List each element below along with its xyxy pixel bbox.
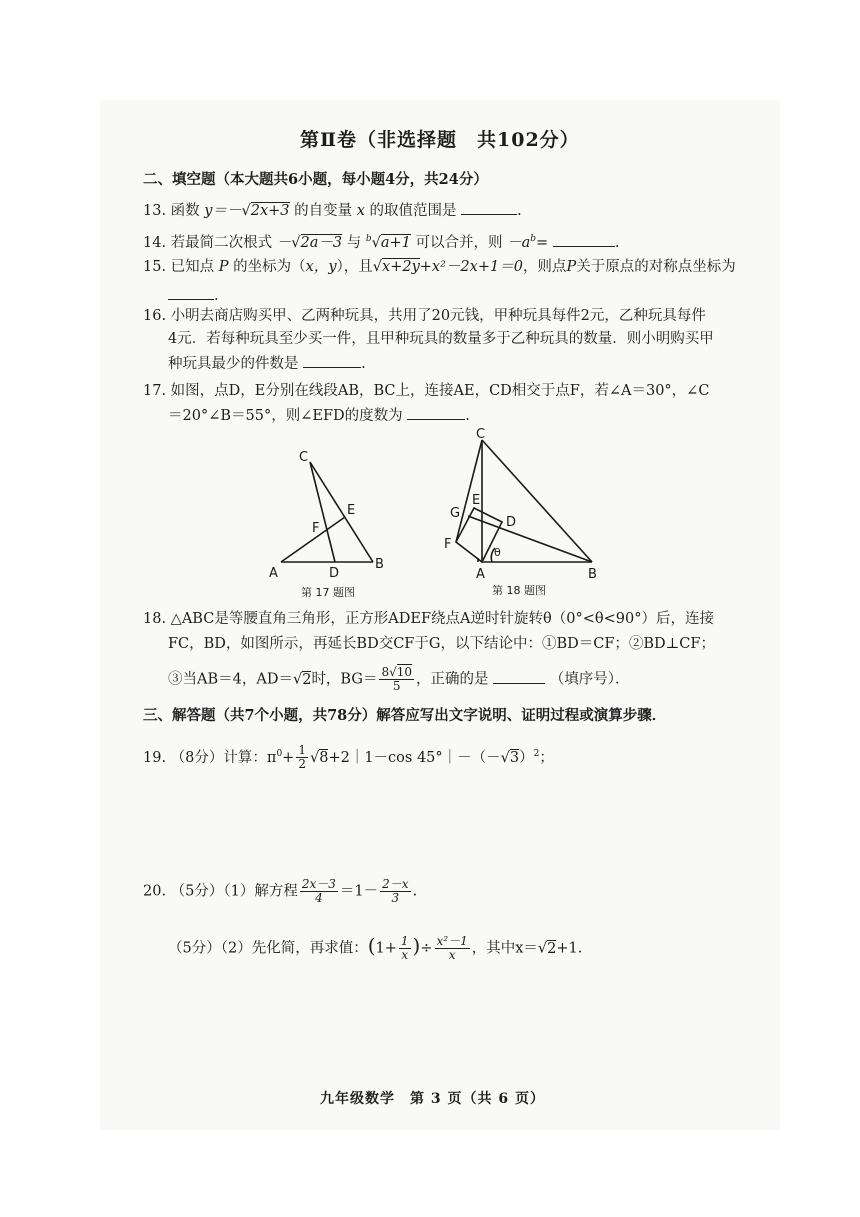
q15-point: P bbox=[218, 259, 229, 275]
q15-text-c: ），且 bbox=[336, 259, 373, 275]
label-g: G bbox=[450, 506, 461, 521]
question-18-line-1 bbox=[143, 609, 714, 629]
q18-text-3b: 时，BG＝ bbox=[311, 671, 378, 688]
answer-blank[interactable] bbox=[493, 669, 545, 684]
question-number: 15. bbox=[143, 259, 167, 275]
label-a: A bbox=[476, 567, 485, 582]
question-13: 13. 函数 y＝－√2x+3 的自变量 x 的取值范围是 . bbox=[143, 200, 522, 221]
question-number: 16. bbox=[143, 308, 167, 324]
segment-cf bbox=[456, 440, 482, 542]
answer-blank[interactable] bbox=[407, 405, 465, 420]
q17-text-2: ＝20°∠B＝55°，则∠EFD的度数为 bbox=[168, 408, 403, 424]
label-theta: θ bbox=[494, 546, 501, 559]
question-14: 14. 若最简二次根式 －√2a－3 与 $^b$√a+1 可以合并，则 $-a^b=$ . bbox=[143, 229, 619, 253]
question-18-line-3 bbox=[168, 666, 630, 693]
q18-sqrt2: √2 bbox=[292, 671, 312, 688]
answer-blank[interactable] bbox=[303, 353, 361, 368]
label-f: F bbox=[312, 521, 320, 536]
q14-radical-2: $^b$√a+1 bbox=[365, 234, 411, 251]
q15-coords: x，y bbox=[305, 259, 337, 275]
section-fill-blank-heading: 二、填空题（本大题共6小题，每小题4分，共24分） bbox=[143, 171, 488, 188]
question-18-line-2: FC，BD，如图所示，再延长BD交CF于G，以下结论中：①BD＝CF；②BD⊥CF； bbox=[168, 636, 715, 652]
question-16-line-1 bbox=[143, 306, 706, 326]
q16-text-1: 小明去商店购买甲、乙两种玩具，共用了20元钱，甲种玩具每件2元，乙种玩具每件 bbox=[170, 308, 706, 324]
q20-fraction-4: $\frac{\text{x²－1}}{x}$ bbox=[436, 934, 468, 962]
answer-blank[interactable] bbox=[168, 285, 214, 300]
question-number: 13. bbox=[143, 203, 167, 219]
question-20-part-1: 20. （5分）（1）解方程 $\frac{2x-3}{4}$ ＝1－ $\frac{2-x}{3}$ . bbox=[143, 877, 418, 905]
question-15 bbox=[143, 257, 736, 277]
q20-fraction-2: $\frac{2-x}{3}$ bbox=[382, 877, 409, 905]
q14-text-b: 与 bbox=[346, 234, 362, 251]
q18-text-3a: ③当AB＝4，AD＝ bbox=[168, 671, 293, 688]
q14-expr: $-a^b$ bbox=[507, 234, 537, 251]
answer-blank[interactable] bbox=[461, 200, 517, 215]
q17-text-1: 如图，点D，E分别在线段AB，BC上，连接AE，CD相交于点F，若∠A＝30°，∠C bbox=[170, 383, 710, 399]
label-d: D bbox=[329, 566, 340, 581]
q13-text-a: 函数 bbox=[170, 203, 200, 219]
section-solutions-heading: 三、解答题（共7个小题，共78分）解答应写出文字说明、证明过程或演算步骤． bbox=[143, 707, 667, 724]
q19-fraction: $\frac{1}{2}$ bbox=[298, 743, 306, 772]
q20-text-p2-tail: +1. bbox=[556, 940, 583, 957]
question-16-line-3: 种玩具最少的件数是 . bbox=[168, 353, 366, 374]
q13-var: x bbox=[356, 203, 365, 219]
q20-text-p1: （5分）（1）解方程 bbox=[170, 883, 298, 900]
question-20-part-2: （5分）（2）先化简，再求值：(1+ $\frac{1}{x}$ )÷ $\frac{\text{x²－1}}{x}$ ，其中x＝√2+1. bbox=[168, 933, 583, 962]
q20-text-p2-end: ，其中x＝ bbox=[471, 940, 538, 957]
q19-sqrt3: √3 bbox=[500, 749, 520, 766]
q20-paren-expr: ( bbox=[367, 933, 376, 958]
q15-point-2: P bbox=[566, 259, 577, 275]
segment-bg bbox=[468, 516, 592, 562]
q18-text-3c: ，正确的是 bbox=[416, 671, 489, 688]
question-17-line-1 bbox=[143, 381, 709, 401]
q19-sqrt8: √8 bbox=[309, 749, 329, 766]
question-number: 20. bbox=[143, 883, 167, 900]
label-e: E bbox=[347, 503, 356, 518]
q19-pi: $\pi^0+$ bbox=[266, 749, 295, 766]
q18-text-1: △ABC是等腰直角三角形，正方形ADEF绕点A逆时针旋转θ（0°<θ<90°）后，连接 bbox=[170, 611, 714, 627]
q15-text-e: 关于原点的对称点坐标为 bbox=[576, 259, 736, 275]
q14-text-c: 可以合并，则 bbox=[415, 234, 503, 251]
q13-text-c: 的取值范围是 bbox=[369, 203, 457, 219]
question-number: 18. bbox=[143, 611, 167, 627]
q16-text-3: 种玩具最少的件数是 bbox=[168, 356, 299, 372]
q20-fraction-3: $\frac{1}{x}$ bbox=[400, 934, 409, 962]
q19-text-c: ） bbox=[519, 749, 534, 766]
question-number: 19. bbox=[143, 749, 167, 766]
q19-text-b: +2｜1－cos 45°｜－（－ bbox=[328, 749, 501, 766]
answer-blank[interactable] bbox=[553, 232, 615, 247]
figure-18-caption: 第 18 题图 bbox=[492, 584, 546, 597]
q18-fraction: $\frac{8√10}{5}$ bbox=[381, 665, 413, 693]
q14-text-d: = bbox=[536, 234, 549, 251]
q20-text-p2-mid: ÷ bbox=[420, 940, 433, 957]
label-c: C bbox=[476, 427, 486, 442]
label-d: D bbox=[506, 515, 517, 530]
page-footer: 九年级数学 第 3 页（共 6 页） bbox=[320, 1091, 545, 1107]
q20-text-p2: （5分）（2）先化简，再求值： bbox=[168, 940, 368, 957]
q13-text-b: 的自变量 bbox=[294, 203, 353, 219]
segment-cb bbox=[482, 440, 592, 562]
q18-text-3d: （填序号）． bbox=[549, 671, 630, 688]
q20-sqrt2: √2 bbox=[537, 940, 557, 957]
q14-text-a: 若最简二次根式 bbox=[170, 234, 273, 251]
question-19: 19. （8分）计算：$\pi^0+$ $\frac{1}{2}$ √8+2｜1－cos $45^\circ|-(-√3)^2$； bbox=[143, 743, 554, 772]
label-b: B bbox=[375, 557, 384, 572]
q20-fraction-1: $\frac{2x-3}{4}$ bbox=[301, 877, 336, 905]
figure-17 bbox=[265, 440, 395, 600]
figure-17-caption: 第 17 题图 bbox=[301, 586, 355, 599]
label-b: B bbox=[588, 567, 597, 582]
q19-text-a: （8分）计算： bbox=[170, 749, 267, 766]
q13-formula: y＝－√2x+3 bbox=[204, 203, 290, 219]
figure-18 bbox=[440, 422, 610, 602]
question-number: 14. bbox=[143, 234, 167, 251]
q20-text-p1-mid: ＝1－ bbox=[339, 883, 379, 900]
q15-equation: √x+2y+x²－2x+1＝0 bbox=[372, 259, 523, 275]
question-16-line-2: 4元．若每种玩具至少买一件，且甲种玩具的数量多于乙种玩具的数量．则小明购买甲 bbox=[168, 331, 714, 347]
segment-cb bbox=[310, 462, 373, 562]
label-f: F bbox=[444, 537, 452, 552]
label-e: E bbox=[472, 493, 481, 508]
q14-radical-1: －√2a－3 bbox=[276, 234, 343, 251]
question-17-line-2: ＝20°∠B＝55°，则∠EFD的度数为 . bbox=[168, 405, 470, 426]
label-a: A bbox=[269, 566, 278, 581]
q15-text-b: 的坐标为（ bbox=[233, 259, 306, 275]
segment-cd bbox=[310, 462, 335, 562]
q15-text-a: 已知点 bbox=[170, 259, 215, 275]
page-title: 第Ⅱ卷（非选择题 共102分） bbox=[300, 129, 580, 151]
q15-text-d: ，则点 bbox=[522, 259, 567, 275]
question-number: 17. bbox=[143, 383, 167, 399]
label-c: C bbox=[299, 450, 309, 465]
q15-blank-line: . bbox=[168, 285, 219, 306]
